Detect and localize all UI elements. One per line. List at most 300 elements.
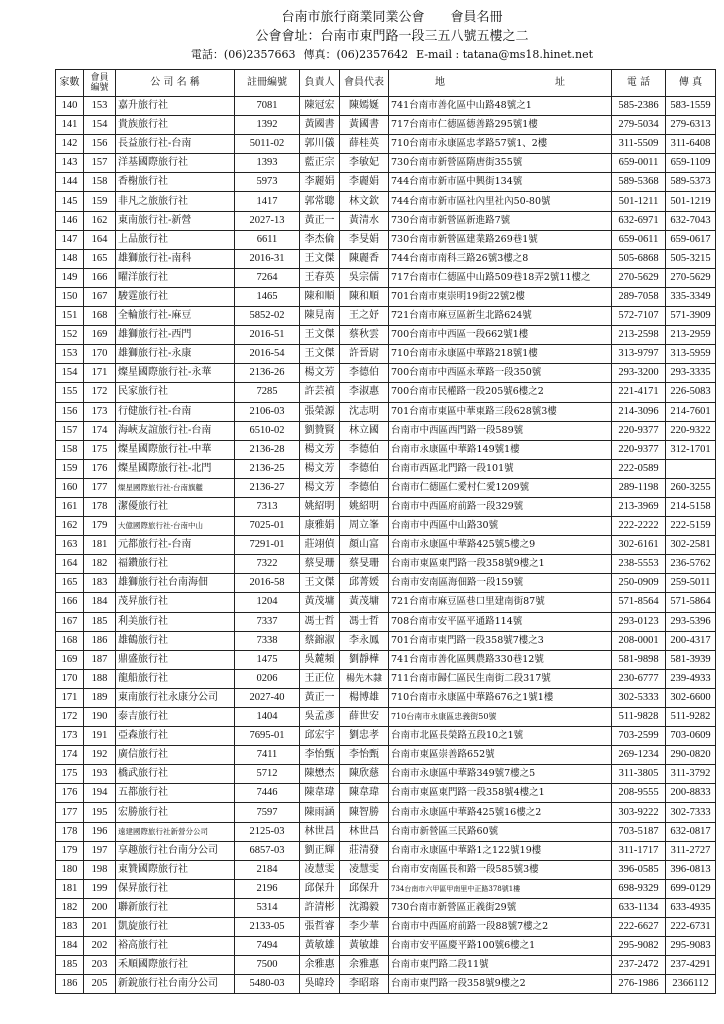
cell-owner: 吳暐玲 xyxy=(300,975,340,994)
cell-reg-no: 7025-01 xyxy=(235,517,300,536)
cell-member-no: 191 xyxy=(84,727,116,746)
cell-phone: 633-1134 xyxy=(612,898,666,917)
cell-fax: 659-0617 xyxy=(666,230,716,249)
cell-company: 宏勝旅行社 xyxy=(116,803,235,822)
cell-reg-no: 5712 xyxy=(235,765,300,784)
cell-member-no: 169 xyxy=(84,326,116,345)
cell-phone: 220-9377 xyxy=(612,440,666,459)
cell-phone: 632-6971 xyxy=(612,211,666,230)
col-header-phone: 電 話 xyxy=(612,70,666,97)
cell-company: 元都旅行社-台南 xyxy=(116,536,235,555)
cell-phone: 311-3805 xyxy=(612,765,666,784)
col-header-owner: 負責人 xyxy=(300,70,340,97)
cell-rep: 沈鴻毅 xyxy=(340,898,389,917)
cell-reg-no: 5314 xyxy=(235,898,300,917)
table-row xyxy=(56,402,716,421)
cell-count: 180 xyxy=(56,860,84,879)
cell-reg-no: 7500 xyxy=(235,956,300,975)
cell-fax: 259-5011 xyxy=(666,574,716,593)
cell-company: 雄鶴旅行社 xyxy=(116,631,235,650)
cell-member-no: 154 xyxy=(84,116,116,135)
table-row xyxy=(56,765,716,784)
cell-fax xyxy=(666,459,716,478)
cell-phone: 303-9222 xyxy=(612,803,666,822)
col-header-address-2: 址 xyxy=(555,77,565,88)
cell-rep: 邱保升 xyxy=(340,879,389,898)
cell-count: 179 xyxy=(56,841,84,860)
cell-address: 710台南市永康區忠義街50號 xyxy=(389,708,612,727)
cell-phone: 276-1986 xyxy=(612,975,666,994)
cell-rep: 凌慧雯 xyxy=(340,860,389,879)
cell-count: 178 xyxy=(56,822,84,841)
cell-owner: 陳冠宏 xyxy=(300,97,340,116)
cell-company: 裕高旅行社 xyxy=(116,937,235,956)
cell-reg-no: 2016-31 xyxy=(235,249,300,268)
cell-count: 152 xyxy=(56,326,84,345)
cell-company: 雄獅旅行社-西門 xyxy=(116,326,235,345)
cell-member-no: 183 xyxy=(84,574,116,593)
cell-fax: 302-6600 xyxy=(666,688,716,707)
cell-reg-no: 2016-58 xyxy=(235,574,300,593)
cell-member-no: 172 xyxy=(84,383,116,402)
table-row xyxy=(56,135,716,154)
cell-member-no: 153 xyxy=(84,97,116,116)
cell-rep: 余雅惠 xyxy=(340,956,389,975)
cell-address: 台南市東區東門路一段358號9樓之1 xyxy=(389,555,612,574)
cell-address: 744台南市新市區社內里社內50-80號 xyxy=(389,192,612,211)
cell-count: 170 xyxy=(56,669,84,688)
table-row xyxy=(56,154,716,173)
table-row xyxy=(56,708,716,727)
cell-member-no: 159 xyxy=(84,192,116,211)
cell-count: 175 xyxy=(56,765,84,784)
cell-reg-no: 2133-05 xyxy=(235,918,300,937)
cell-member-no: 200 xyxy=(84,898,116,917)
cell-count: 174 xyxy=(56,746,84,765)
cell-rep: 李怡甄 xyxy=(340,746,389,765)
cell-owner: 王文傑 xyxy=(300,326,340,345)
cell-member-no: 167 xyxy=(84,287,116,306)
table-row xyxy=(56,249,716,268)
cell-owner: 黃正一 xyxy=(300,688,340,707)
cell-reg-no: 7338 xyxy=(235,631,300,650)
cell-count: 162 xyxy=(56,517,84,536)
cell-owner: 姚紹明 xyxy=(300,497,340,516)
cell-phone: 208-0001 xyxy=(612,631,666,650)
cell-address: 台南市中西區中山路30號 xyxy=(389,517,612,536)
cell-rep: 沈志明 xyxy=(340,402,389,421)
cell-company: 享趣旅行社台南分公司 xyxy=(116,841,235,860)
cell-count: 164 xyxy=(56,555,84,574)
cell-fax: 571-3909 xyxy=(666,307,716,326)
cell-company: 燦星國際旅行社-永華 xyxy=(116,364,235,383)
cell-reg-no: 2196 xyxy=(235,879,300,898)
cell-fax: 279-6313 xyxy=(666,116,716,135)
cell-reg-no: 2027-40 xyxy=(235,688,300,707)
cell-company: 遠建國際旅行社新營分公司 xyxy=(116,822,235,841)
cell-address: 721台南市麻豆區巷口里建南街87號 xyxy=(389,593,612,612)
cell-fax: 632-7043 xyxy=(666,211,716,230)
cell-reg-no: 1392 xyxy=(235,116,300,135)
cell-member-no: 193 xyxy=(84,765,116,784)
cell-rep: 黃國書 xyxy=(340,116,389,135)
cell-fax: 581-3939 xyxy=(666,650,716,669)
cell-fax: 511-9282 xyxy=(666,708,716,727)
cell-fax: 699-0129 xyxy=(666,879,716,898)
cell-rep: 薛世安 xyxy=(340,708,389,727)
cell-fax: 293-3335 xyxy=(666,364,716,383)
cell-member-no: 189 xyxy=(84,688,116,707)
cell-phone: 501-1211 xyxy=(612,192,666,211)
cell-owner: 藍正宗 xyxy=(300,154,340,173)
cell-company: 燦星國際旅行社-台南旗艦 xyxy=(116,478,235,497)
cell-phone: 313-9797 xyxy=(612,345,666,364)
cell-reg-no: 2106-03 xyxy=(235,402,300,421)
cell-member-no: 171 xyxy=(84,364,116,383)
cell-reg-no: 2136-26 xyxy=(235,364,300,383)
cell-member-no: 164 xyxy=(84,230,116,249)
col-header-fax: 傳 真 xyxy=(666,70,716,97)
cell-owner: 劉正輝 xyxy=(300,841,340,860)
cell-member-no: 174 xyxy=(84,421,116,440)
cell-phone: 237-2472 xyxy=(612,956,666,975)
cell-address: 744台南市新市區中興街134號 xyxy=(389,173,612,192)
cell-rep: 李少華 xyxy=(340,918,389,937)
cell-reg-no: 2184 xyxy=(235,860,300,879)
cell-count: 144 xyxy=(56,173,84,192)
cell-owner: 黃茂墉 xyxy=(300,593,340,612)
cell-rep: 顏山富 xyxy=(340,536,389,555)
cell-reg-no: 1204 xyxy=(235,593,300,612)
cell-owner: 蔡錦淑 xyxy=(300,631,340,650)
cell-count: 148 xyxy=(56,249,84,268)
table-row xyxy=(56,326,716,345)
table-row xyxy=(56,211,716,230)
cell-rep: 王之妤 xyxy=(340,307,389,326)
cell-company: 東贊國際旅行社 xyxy=(116,860,235,879)
cell-reg-no: 7081 xyxy=(235,97,300,116)
cell-count: 159 xyxy=(56,459,84,478)
cell-fax: 632-0817 xyxy=(666,822,716,841)
cell-fax: 220-9322 xyxy=(666,421,716,440)
cell-count: 176 xyxy=(56,784,84,803)
cell-count: 186 xyxy=(56,975,84,994)
cell-reg-no: 7313 xyxy=(235,497,300,516)
cell-phone: 270-5629 xyxy=(612,268,666,287)
cell-owner: 楊文芳 xyxy=(300,478,340,497)
cell-fax: 260-3255 xyxy=(666,478,716,497)
cell-address: 台南市仁德區仁愛村仁愛1209號 xyxy=(389,478,612,497)
cell-rep: 李旻娟 xyxy=(340,230,389,249)
cell-company: 亞森旅行社 xyxy=(116,727,235,746)
cell-member-no: 203 xyxy=(84,956,116,975)
cell-address: 台南市東區東門路一段358號4樓之1 xyxy=(389,784,612,803)
cell-member-no: 185 xyxy=(84,612,116,631)
cell-address: 台南市安平區慶平路100號6樓之1 xyxy=(389,937,612,956)
cell-fax: 214-5158 xyxy=(666,497,716,516)
cell-reg-no: 2136-25 xyxy=(235,459,300,478)
cell-owner: 林世昌 xyxy=(300,822,340,841)
cell-count: 147 xyxy=(56,230,84,249)
cell-address: 710台南市永康區中華路676之1號1樓 xyxy=(389,688,612,707)
cell-reg-no: 2016-51 xyxy=(235,326,300,345)
table-row xyxy=(56,822,716,841)
cell-address: 710台南市永康區中華路218號1樓 xyxy=(389,345,612,364)
cell-company: 全輪旅行社-麻豆 xyxy=(116,307,235,326)
table-row xyxy=(56,631,716,650)
cell-owner: 王文傑 xyxy=(300,249,340,268)
cell-count: 172 xyxy=(56,708,84,727)
cell-rep: 陳智勝 xyxy=(340,803,389,822)
cell-phone: 221-4171 xyxy=(612,383,666,402)
cell-reg-no: 2125-03 xyxy=(235,822,300,841)
cell-count: 182 xyxy=(56,898,84,917)
col-header-rep: 會員代表 xyxy=(340,70,389,97)
cell-fax: 293-5396 xyxy=(666,612,716,631)
cell-reg-no: 5480-03 xyxy=(235,975,300,994)
cell-reg-no: 6611 xyxy=(235,230,300,249)
cell-address: 台南市北區長榮路五段10之1號 xyxy=(389,727,612,746)
cell-count: 185 xyxy=(56,956,84,975)
cell-member-no: 175 xyxy=(84,440,116,459)
cell-owner: 張哲睿 xyxy=(300,918,340,937)
cell-owner: 黃國書 xyxy=(300,116,340,135)
cell-count: 166 xyxy=(56,593,84,612)
cell-reg-no: 7695-01 xyxy=(235,727,300,746)
cell-reg-no: 2027-13 xyxy=(235,211,300,230)
cell-member-no: 205 xyxy=(84,975,116,994)
table-row xyxy=(56,898,716,917)
table-row xyxy=(56,593,716,612)
cell-count: 153 xyxy=(56,345,84,364)
cell-address: 730台南市新營區隋唐街355號 xyxy=(389,154,612,173)
cell-member-no: 201 xyxy=(84,918,116,937)
cell-count: 157 xyxy=(56,421,84,440)
cell-count: 150 xyxy=(56,287,84,306)
cell-owner: 蔡旻珊 xyxy=(300,555,340,574)
cell-company: 鼎盛旅行社 xyxy=(116,650,235,669)
cell-fax: 2366112 xyxy=(666,975,716,994)
cell-reg-no: 2136-27 xyxy=(235,478,300,497)
cell-owner: 楊文芳 xyxy=(300,440,340,459)
cell-fax: 290-0820 xyxy=(666,746,716,765)
cell-owner: 李杰倫 xyxy=(300,230,340,249)
cell-rep: 李德伯 xyxy=(340,478,389,497)
cell-fax: 311-2727 xyxy=(666,841,716,860)
cell-address: 711台南市歸仁區民生南街二段317號 xyxy=(389,669,612,688)
cell-fax: 505-3215 xyxy=(666,249,716,268)
cell-fax: 222-5159 xyxy=(666,517,716,536)
cell-company: 保昇旅行社 xyxy=(116,879,235,898)
cell-reg-no: 2016-54 xyxy=(235,345,300,364)
cell-member-no: 187 xyxy=(84,650,116,669)
cell-rep: 林文欽 xyxy=(340,192,389,211)
cell-rep: 林世昌 xyxy=(340,822,389,841)
cell-member-no: 184 xyxy=(84,593,116,612)
cell-company: 五都旅行社 xyxy=(116,784,235,803)
cell-phone: 293-3200 xyxy=(612,364,666,383)
cell-fax: 335-3349 xyxy=(666,287,716,306)
cell-phone: 311-1717 xyxy=(612,841,666,860)
cell-reg-no: 6857-03 xyxy=(235,841,300,860)
cell-phone: 302-5333 xyxy=(612,688,666,707)
association-name: 台南市旅行商業同業公會 xyxy=(281,10,425,25)
cell-reg-no: 1475 xyxy=(235,650,300,669)
cell-owner: 王春英 xyxy=(300,268,340,287)
table-row xyxy=(56,173,716,192)
cell-fax: 213-2959 xyxy=(666,326,716,345)
cell-count: 161 xyxy=(56,497,84,516)
cell-fax: 571-5864 xyxy=(666,593,716,612)
cell-owner: 張榮源 xyxy=(300,402,340,421)
cell-member-no: 166 xyxy=(84,268,116,287)
cell-company: 大億國際旅行社-台南中山 xyxy=(116,517,235,536)
table-row xyxy=(56,612,716,631)
cell-reg-no: 1404 xyxy=(235,708,300,727)
cell-rep: 李永鳳 xyxy=(340,631,389,650)
cell-fax: 302-7333 xyxy=(666,803,716,822)
cell-company: 民家旅行社 xyxy=(116,383,235,402)
col-header-reg-no: 註冊編號 xyxy=(235,70,300,97)
cell-member-no: 176 xyxy=(84,459,116,478)
cell-member-no: 194 xyxy=(84,784,116,803)
cell-company: 行健旅行社-台南 xyxy=(116,402,235,421)
cell-company: 新銳旅行社台南分公司 xyxy=(116,975,235,994)
cell-member-no: 192 xyxy=(84,746,116,765)
cell-member-no: 173 xyxy=(84,402,116,421)
document-title xyxy=(0,6,724,25)
cell-phone: 213-3969 xyxy=(612,497,666,516)
cell-company: 燦星國際旅行社-中華 xyxy=(116,440,235,459)
cell-rep: 薛桂英 xyxy=(340,135,389,154)
cell-owner: 陳和順 xyxy=(300,287,340,306)
cell-owner: 李麗娟 xyxy=(300,173,340,192)
table-row xyxy=(56,669,716,688)
register-title: 會員名冊 xyxy=(450,10,503,25)
cell-fax: 237-4291 xyxy=(666,956,716,975)
cell-address: 台南市永康區中華路425號16樓之2 xyxy=(389,803,612,822)
cell-phone: 505-6868 xyxy=(612,249,666,268)
table-row xyxy=(56,727,716,746)
cell-address: 741台南市善化區中山路48號之1 xyxy=(389,97,612,116)
cell-address: 701台南市東門路一段358號7樓之3 xyxy=(389,631,612,650)
cell-owner: 康雅娟 xyxy=(300,517,340,536)
cell-company: 駿霆旅行社 xyxy=(116,287,235,306)
cell-rep: 陳麗香 xyxy=(340,249,389,268)
cell-member-no: 165 xyxy=(84,249,116,268)
cell-reg-no: 7597 xyxy=(235,803,300,822)
col-header-address-1: 地 xyxy=(435,77,445,88)
cell-phone: 295-9082 xyxy=(612,937,666,956)
cell-fax: 703-0609 xyxy=(666,727,716,746)
cell-count: 141 xyxy=(56,116,84,135)
cell-count: 169 xyxy=(56,650,84,669)
cell-fax: 270-5629 xyxy=(666,268,716,287)
cell-company: 貴族旅行社 xyxy=(116,116,235,135)
cell-count: 158 xyxy=(56,440,84,459)
cell-rep: 邱菁媛 xyxy=(340,574,389,593)
cell-address: 721台南市麻豆區新生北路624號 xyxy=(389,307,612,326)
cell-rep: 李德伯 xyxy=(340,440,389,459)
cell-member-no: 170 xyxy=(84,345,116,364)
table-row xyxy=(56,478,716,497)
table-row xyxy=(56,918,716,937)
association-phone: 電話：(06)2357663 xyxy=(190,48,296,61)
cell-phone: 698-9329 xyxy=(612,879,666,898)
cell-rep: 劉忠孝 xyxy=(340,727,389,746)
col-header-count: 家數 xyxy=(56,70,84,97)
cell-rep: 許晉尉 xyxy=(340,345,389,364)
cell-phone: 222-2222 xyxy=(612,517,666,536)
cell-count: 155 xyxy=(56,383,84,402)
cell-rep: 蔡秋雲 xyxy=(340,326,389,345)
cell-count: 171 xyxy=(56,688,84,707)
cell-owner: 劉贊賢 xyxy=(300,421,340,440)
cell-address: 台南市永康區中華路149號1樓 xyxy=(389,440,612,459)
cell-count: 183 xyxy=(56,918,84,937)
cell-rep: 劉靜樺 xyxy=(340,650,389,669)
cell-member-no: 196 xyxy=(84,822,116,841)
cell-count: 173 xyxy=(56,727,84,746)
association-fax: 傳真：(06)2357642 xyxy=(303,48,409,61)
cell-company: 洋基國際旅行社 xyxy=(116,154,235,173)
cell-member-no: 202 xyxy=(84,937,116,956)
col-header-member-no-line2: 編號 xyxy=(90,83,109,93)
cell-address: 734台南市六甲區甲南里中正路378號1樓 xyxy=(389,879,612,898)
cell-phone: 572-7107 xyxy=(612,307,666,326)
cell-company: 凱旋旅行社 xyxy=(116,918,235,937)
cell-address: 台南市新營區三民路60號 xyxy=(389,822,612,841)
cell-rep: 馮士哲 xyxy=(340,612,389,631)
cell-member-no: 188 xyxy=(84,669,116,688)
cell-owner: 許清彬 xyxy=(300,898,340,917)
cell-rep: 姚紹明 xyxy=(340,497,389,516)
cell-company: 雄獅旅行社-南科 xyxy=(116,249,235,268)
table-row xyxy=(56,555,716,574)
cell-owner: 郭川儀 xyxy=(300,135,340,154)
table-row xyxy=(56,364,716,383)
cell-owner: 陳韋瑋 xyxy=(300,784,340,803)
cell-fax: 659-1109 xyxy=(666,154,716,173)
cell-rep: 莊清發 xyxy=(340,841,389,860)
table-row xyxy=(56,688,716,707)
cell-company: 曜洋旅行社 xyxy=(116,268,235,287)
cell-reg-no: 6510-02 xyxy=(235,421,300,440)
cell-company: 香榭旅行社 xyxy=(116,173,235,192)
cell-rep: 楊先木隸 xyxy=(340,669,389,688)
cell-rep: 吳宗儒 xyxy=(340,268,389,287)
cell-owner: 陳懋杰 xyxy=(300,765,340,784)
cell-address: 台南市中西區西門路一段589號 xyxy=(389,421,612,440)
cell-phone: 289-1198 xyxy=(612,478,666,497)
cell-phone: 269-1234 xyxy=(612,746,666,765)
cell-rep: 陳韋瑋 xyxy=(340,784,389,803)
cell-rep: 周立峯 xyxy=(340,517,389,536)
cell-address: 741台南市善化區興農路330巷12號 xyxy=(389,650,612,669)
cell-phone: 311-5509 xyxy=(612,135,666,154)
cell-fax: 226-5083 xyxy=(666,383,716,402)
table-row xyxy=(56,345,716,364)
cell-reg-no: 5973 xyxy=(235,173,300,192)
table-row xyxy=(56,116,716,135)
table-row xyxy=(56,975,716,994)
cell-count: 167 xyxy=(56,612,84,631)
cell-count: 142 xyxy=(56,135,84,154)
cell-phone: 222-0589 xyxy=(612,459,666,478)
cell-count: 177 xyxy=(56,803,84,822)
association-email: E-mail : tatana@ms18.hinet.net xyxy=(416,48,594,61)
col-header-member-no-line1: 會員 xyxy=(90,73,109,83)
